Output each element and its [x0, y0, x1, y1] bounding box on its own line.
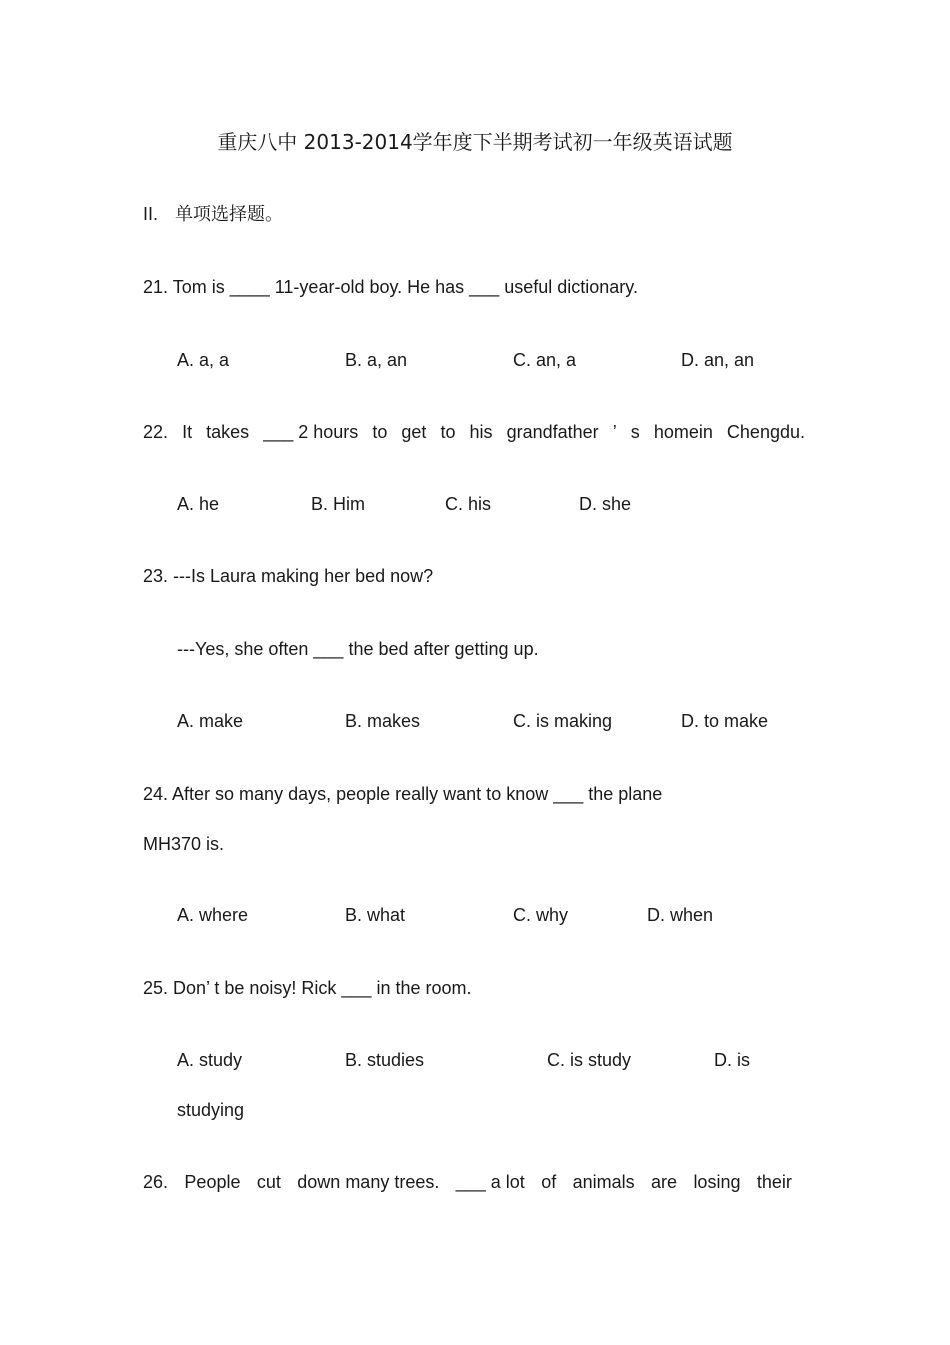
question-25-option-b: B. studies [345, 1050, 425, 1070]
stem-word: losing [693, 1172, 741, 1192]
question-24-option-c: C. why [513, 905, 569, 925]
question-23-stem: 23. ---Is Laura making her bed now? [143, 566, 434, 586]
section-label: II. [143, 204, 159, 224]
question-21-option-b: B. a, an [345, 350, 408, 370]
stem-word: ’ [612, 422, 617, 442]
question-23-reply: ---Yes, she often ___ the bed after getting up. [177, 639, 539, 659]
stem-word: to [440, 422, 456, 442]
question-22-option-a: A. he [177, 494, 220, 514]
question-21-option-c: C. an, a [513, 350, 577, 370]
stem-word: takes [206, 422, 250, 442]
stem-word: animals [572, 1172, 635, 1192]
question-22-option-b: B. Him [311, 494, 365, 514]
question-25-stem: 25. Don’ t be noisy! Rick ___ in the room. [143, 978, 472, 998]
question-23-option-a: A. make [177, 711, 244, 731]
stem-word: cut [256, 1172, 281, 1192]
stem-word: It [182, 422, 193, 442]
question-25-option-c: C. is study [547, 1050, 632, 1070]
section-text: 单项选择题。 [175, 204, 284, 225]
question-24-option-b: B. what [345, 905, 406, 925]
stem-word: get [401, 422, 427, 442]
stem-word: Chengdu. [726, 422, 805, 442]
stem-word: down many trees. [297, 1172, 440, 1192]
question-23-option-d: D. to make [681, 711, 769, 731]
stem-word: homein [653, 422, 713, 442]
question-22-option-d: D. she [579, 494, 632, 514]
question-24-option-d: D. when [647, 905, 714, 925]
stem-word: of [541, 1172, 557, 1192]
stem-word: ___ a lot [455, 1172, 525, 1192]
stem-word: ___ 2 hours [263, 422, 359, 442]
question-21-stem: 21. Tom is ____ 11-year-old boy. He has ___ useful dictionary. [143, 277, 638, 297]
stem-word: are [651, 1172, 678, 1192]
document-title: 重庆八中 2013-2014学年度下半期考试初一年级英语试题 [217, 130, 733, 154]
question-24-stem-continued: MH370 is. [143, 834, 225, 854]
question-23-option-b: B. makes [345, 711, 421, 731]
stem-word: their [756, 1172, 792, 1192]
question-26-stem [143, 1171, 792, 1193]
stem-word: his [469, 422, 493, 442]
question-24-option-a: A. where [177, 905, 249, 925]
stem-word: grandfather [506, 422, 599, 442]
stem-word: 26. [143, 1172, 169, 1192]
question-24-stem: 24. After so many days, people really want to know ___ the plane [143, 784, 663, 804]
question-21-option-d: D. an, an [681, 350, 755, 370]
question-25-option-d-continued: studying [177, 1100, 245, 1120]
question-21-option-a: A. a, a [177, 350, 230, 370]
question-22-option-c: C. his [445, 494, 492, 514]
stem-word: People [184, 1172, 241, 1192]
question-25-option-d: D. is [714, 1050, 750, 1070]
stem-word: s [630, 422, 640, 442]
section-heading [143, 203, 283, 226]
stem-word: to [372, 422, 388, 442]
stem-word: 22. [143, 422, 169, 442]
question-23-option-c: C. is making [513, 711, 613, 731]
question-25-option-a: A. study [177, 1050, 243, 1070]
question-22-stem [143, 421, 805, 443]
